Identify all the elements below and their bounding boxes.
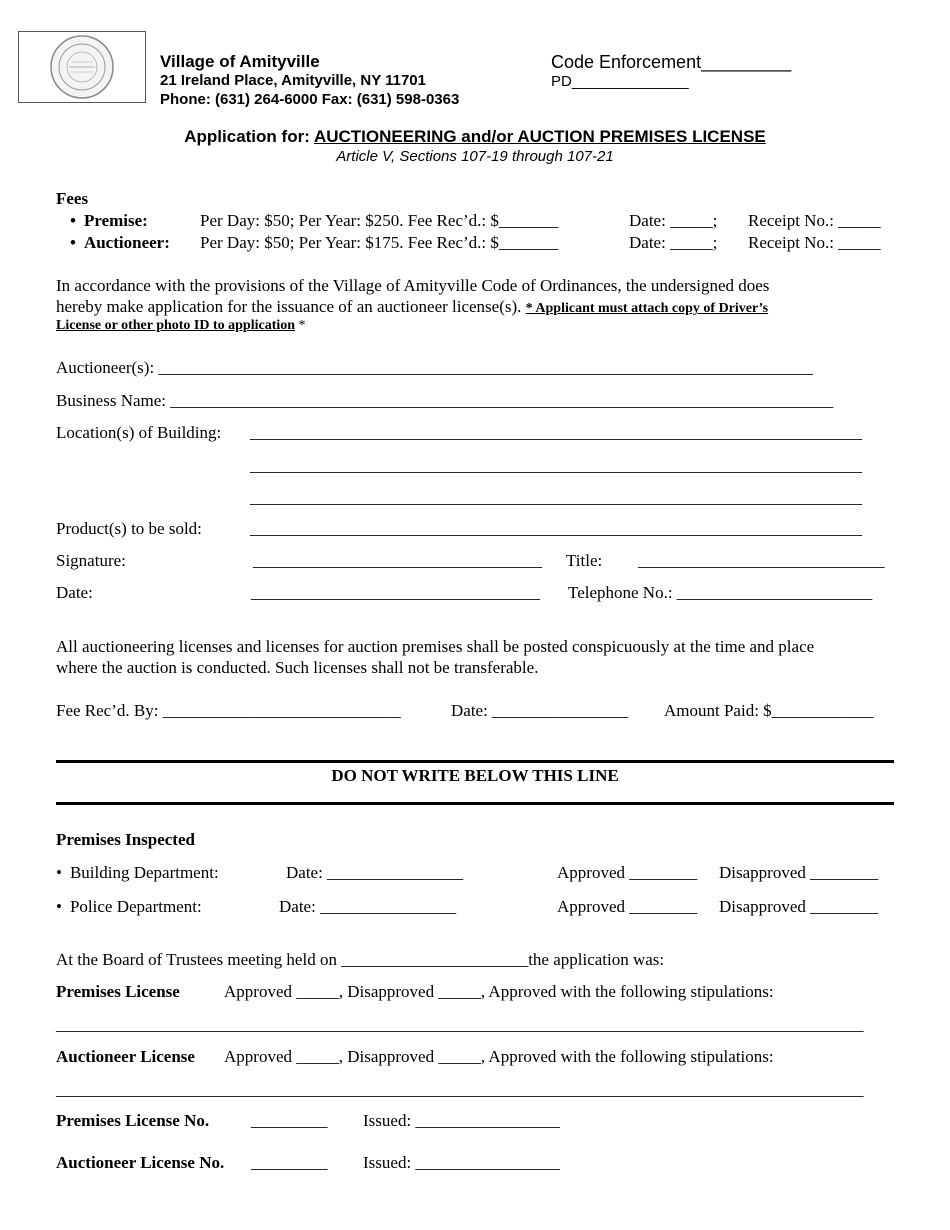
- fee-received-date-field[interactable]: Date: ________________: [451, 701, 629, 720]
- location-line-3[interactable]: ________________________________________________________________________: [250, 488, 862, 507]
- auctioneer-license-no-field[interactable]: _________: [251, 1153, 328, 1172]
- fee-premise-label: • Premise:: [70, 211, 148, 230]
- premises-license-decision[interactable]: Approved _____, Disapproved _____, Approved with the following stipulations:: [224, 982, 774, 1001]
- fee-auctioneer-text[interactable]: Per Day: $50; Per Year: $175. Fee Rec’d.: $_______: [200, 233, 559, 252]
- signature-field[interactable]: __________________________________: [253, 551, 542, 570]
- intro-line-1: In accordance with the provisions of the Village of Amityville Code of Ordinances, the undersigned does: [56, 276, 770, 295]
- building-dept-label: • Building Department:: [56, 863, 219, 882]
- premises-inspected-heading: Premises Inspected: [56, 830, 195, 849]
- police-dept-date[interactable]: Date: ________________: [279, 897, 457, 916]
- fee-auctioneer-date[interactable]: Date: _____;: [629, 233, 718, 252]
- location-line-1[interactable]: ________________________________________________________________________: [250, 423, 862, 442]
- photo-id-note-b: License or other photo ID to application: [56, 318, 296, 333]
- license-name: AUCTIONEERING and/or AUCTION PREMISES LICENSE: [313, 127, 766, 146]
- police-dept-disapproved[interactable]: Disapproved ________: [719, 897, 879, 916]
- intro-line-3: License or other photo ID to application *: [56, 318, 306, 333]
- posting-line-2: where the auction is conducted. Such licenses shall not be transferable.: [56, 658, 539, 677]
- code-enforcement-field[interactable]: Code Enforcement_________: [551, 52, 792, 72]
- pd-field[interactable]: PD______________: [551, 73, 689, 90]
- premises-license-no-label: Premises License No.: [56, 1111, 210, 1130]
- org-phone: Phone: (631) 264-6000 Fax: (631) 598-0363: [160, 91, 460, 108]
- auctioneer-stipulations-line[interactable]: _______________________________________________________________________________________________: [56, 1080, 864, 1099]
- premises-issued-field[interactable]: Issued: _________________: [363, 1111, 560, 1130]
- divider-top: [56, 760, 894, 763]
- premises-license-label: Premises License: [56, 982, 180, 1001]
- photo-id-note-a: * Applicant must attach copy of Driver’s: [525, 301, 769, 316]
- building-dept-disapproved[interactable]: Disapproved ________: [719, 863, 879, 882]
- title-label: Title:: [566, 551, 603, 570]
- title-field[interactable]: _____________________________: [638, 551, 885, 570]
- fee-premise-receipt[interactable]: Receipt No.: _____: [748, 211, 881, 230]
- location-line-2[interactable]: ________________________________________________________________________: [250, 456, 862, 475]
- title-prefix: Application for:: [184, 127, 314, 146]
- auctioneer-license-label: Auctioneer License: [56, 1047, 195, 1066]
- auctioneer-license-decision[interactable]: Approved _____, Disapproved _____, Approved with the following stipulations:: [224, 1047, 774, 1066]
- village-seal-frame: [18, 31, 146, 103]
- intro-line-2: hereby make application for the issuance of an auctioneer license(s). * Applicant must attach copy of Driver’s: [56, 297, 769, 316]
- telephone-field[interactable]: Telephone No.: _______________________: [568, 583, 873, 602]
- signature-label: Signature:: [56, 551, 126, 570]
- building-dept-approved[interactable]: Approved ________: [557, 863, 698, 882]
- location-label: Location(s) of Building:: [56, 423, 222, 442]
- fee-received-by-field[interactable]: Fee Rec’d. By: ____________________________: [56, 701, 401, 720]
- date-label: Date:: [56, 583, 93, 602]
- org-name: Village of Amityville: [160, 52, 320, 71]
- police-dept-approved[interactable]: Approved ________: [557, 897, 698, 916]
- premises-license-no-field[interactable]: _________: [251, 1111, 328, 1130]
- products-field[interactable]: ________________________________________________________________________: [250, 519, 862, 538]
- auctioneer-issued-field[interactable]: Issued: _________________: [363, 1153, 560, 1172]
- police-dept-label: • Police Department:: [56, 897, 202, 916]
- premises-stipulations-line[interactable]: _______________________________________________________________________________________________: [56, 1015, 864, 1034]
- auctioneer-license-no-label: Auctioneer License No.: [56, 1153, 225, 1172]
- date-field[interactable]: __________________________________: [251, 583, 540, 602]
- fee-auctioneer-label: • Auctioneer:: [70, 233, 170, 252]
- fee-premise-date[interactable]: Date: _____;: [629, 211, 718, 230]
- business-name-field[interactable]: Business Name: ______________________________________________________________________________: [56, 391, 834, 410]
- org-address: 21 Ireland Place, Amityville, NY 11701: [160, 72, 426, 89]
- products-label: Product(s) to be sold:: [56, 519, 202, 538]
- fee-auctioneer-receipt[interactable]: Receipt No.: _____: [748, 233, 881, 252]
- form-title: [0, 127, 950, 147]
- divider-bottom: [56, 802, 894, 805]
- board-meeting-line[interactable]: At the Board of Trustees meeting held on ______________________the application was:: [56, 950, 665, 969]
- fee-premise-text[interactable]: Per Day: $50; Per Year: $250. Fee Rec’d.: $_______: [200, 211, 559, 230]
- building-dept-date[interactable]: Date: ________________: [286, 863, 464, 882]
- fees-heading: Fees: [56, 189, 89, 208]
- amount-paid-field[interactable]: Amount Paid: $____________: [664, 701, 874, 720]
- village-seal: [19, 32, 145, 102]
- form-subtitle: Article V, Sections 107-19 through 107-21: [336, 148, 614, 165]
- do-not-write-heading: DO NOT WRITE BELOW THIS LINE: [331, 766, 619, 785]
- auctioneers-field[interactable]: Auctioneer(s): _____________________________________________________________________________: [56, 358, 813, 377]
- posting-line-1: All auctioneering licenses and licenses for auction premises shall be posted conspicuously at the time and place: [56, 637, 815, 656]
